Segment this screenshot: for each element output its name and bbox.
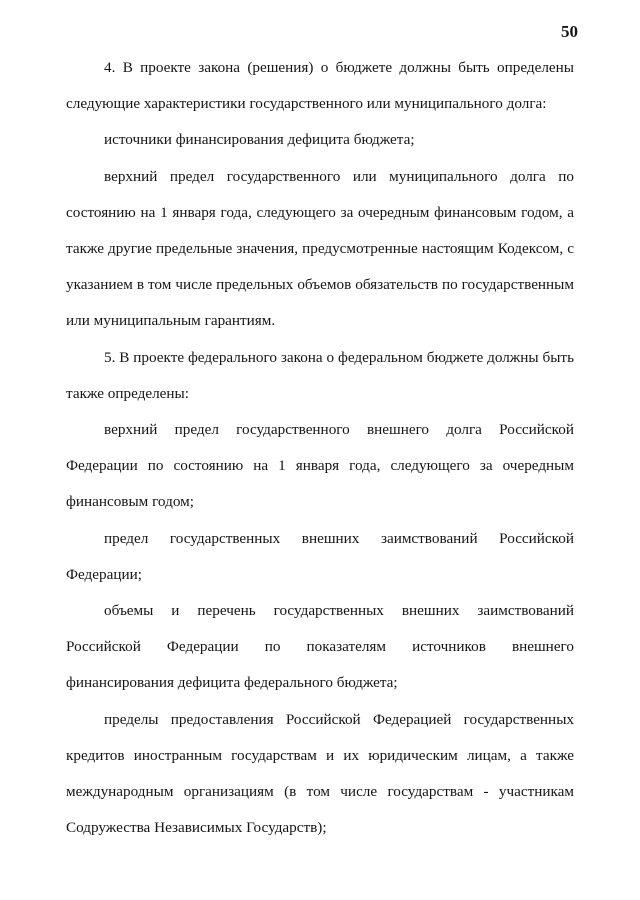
paragraph-federal-budget-law: 5. В проекте федерального закона о федеральном бюджете должны быть также определены: <box>66 348 574 402</box>
paragraph-external-debt-limit: верхний предел государственного внешнего долга Российской Федерации по состоянию на 1 января года, следующего за очередным финансовым годом; <box>66 421 574 511</box>
paragraph-external-borrowing-limit: предел государственных внешних заимствований Российской Федерации; <box>66 529 574 583</box>
paragraph-deficit-sources: источники финансирования дефицита бюджета; <box>104 131 415 149</box>
paragraph-debt-characteristics: 4. В проекте закона (решения) о бюджете должны быть определены следующие характеристики государственного или муниципального долга: <box>66 59 574 113</box>
page-number: 50 <box>561 22 578 41</box>
paragraph-state-credits-limits: пределы предоставления Российской Федерацией государственных кредитов иностранным государствам и их юридическим лицам, а также международным организациям (в том числе государствам - участникам Содружества Независимых Государств); <box>66 710 574 837</box>
paragraph-debt-upper-limit: верхний предел государственного или муниципального долга по состоянию на 1 января года, следующего за очередным финансовым годом, а также другие предельные значения, предусмотренные настоящим Кодексом, с указанием в том числе предельных объемов обязательств по государственным или муниципальным гарантиям. <box>66 167 574 330</box>
paragraph-external-borrowing-list: объемы и перечень государственных внешних заимствований Российской Федерации по показателям источников внешнего финансирования дефицита федерального бюджета; <box>66 602 574 692</box>
document-body <box>66 50 574 846</box>
